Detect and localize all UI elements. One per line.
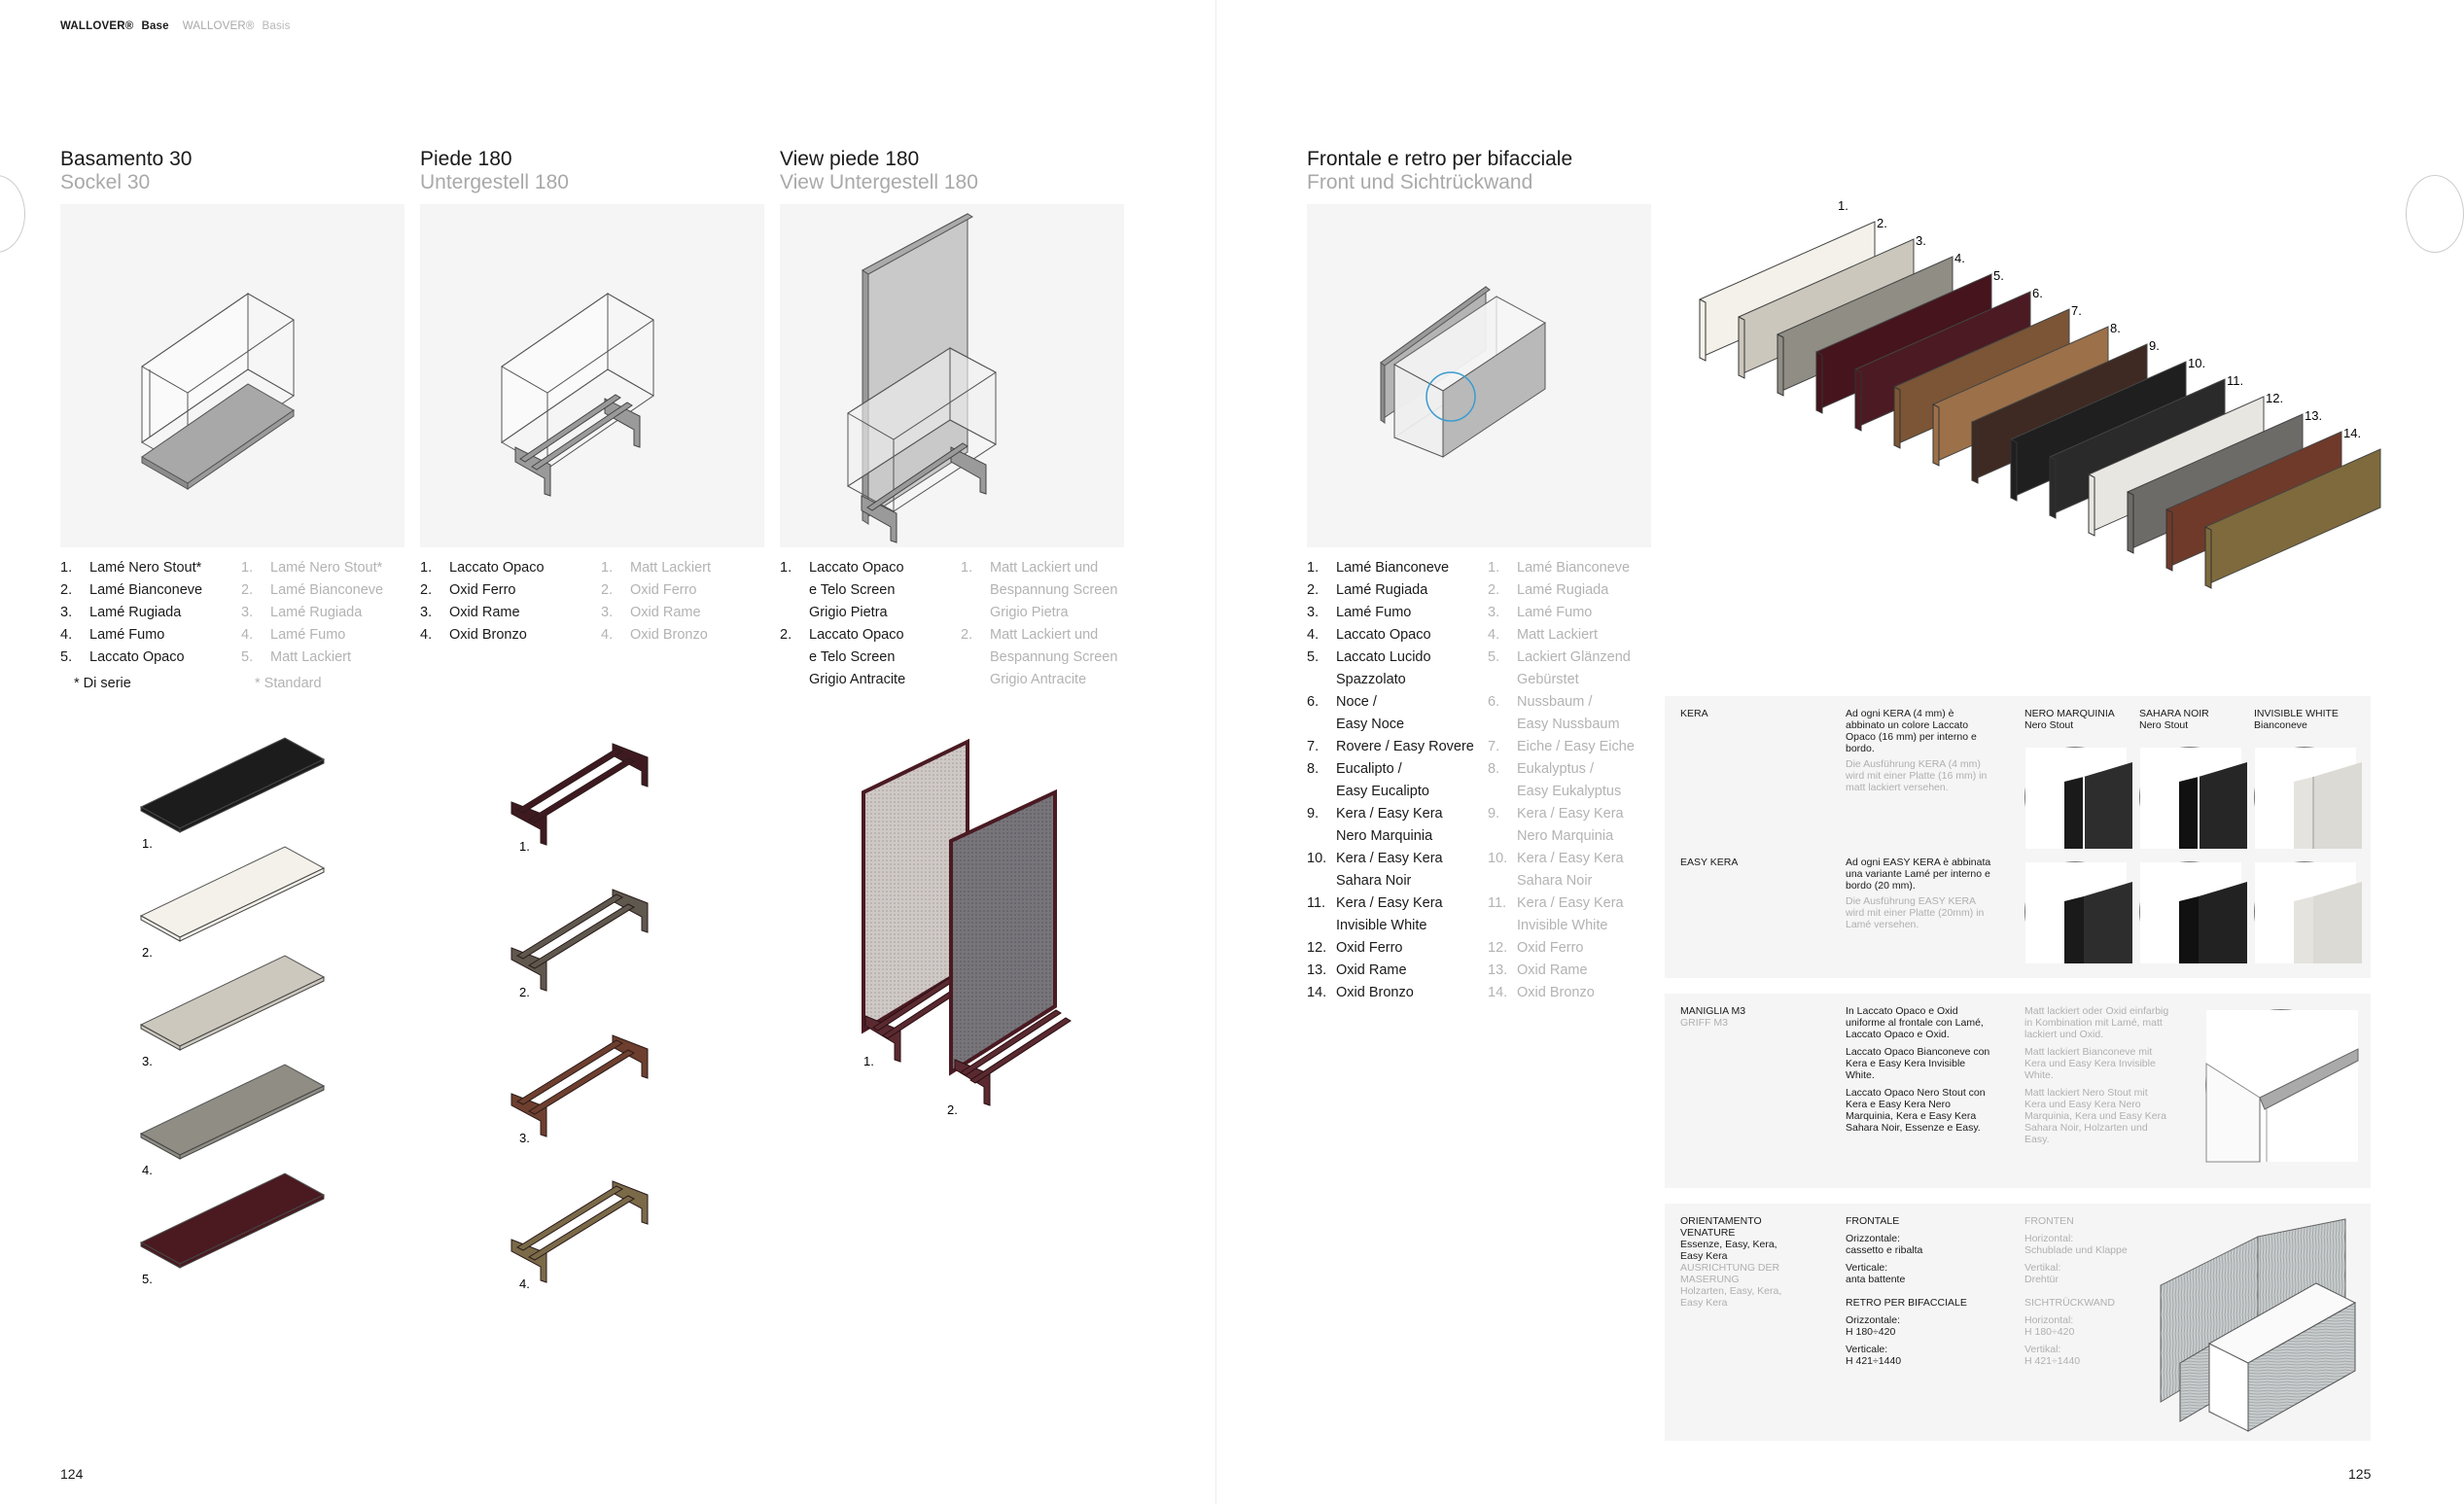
list-item: 11. Kera / Easy Kera <box>1307 895 1443 911</box>
piede-subtitle: Untergestell 180 <box>420 171 569 193</box>
list-item: 8. Eucalipto / <box>1307 761 1402 777</box>
maniglia-label: MANIGLIA M3 GRIFF M3 <box>1680 1005 1746 1029</box>
list-item: 3. Oxid Rame <box>601 605 701 620</box>
section-view-title <box>780 148 978 194</box>
list-item: 13. Oxid Rame <box>1488 962 1588 978</box>
swatch-label: 9. <box>2149 338 2160 353</box>
swatch-label: 6. <box>2032 286 2043 300</box>
piede-list-it <box>420 557 545 647</box>
basamento-note-it: * Di serie <box>74 676 131 691</box>
foot-variant <box>511 1181 648 1282</box>
swatch-label: 3. <box>1916 233 1926 248</box>
list-item: Invisible White <box>1336 918 1427 933</box>
swatch-label: 2. <box>142 945 153 960</box>
list-item: 4. Lamé Fumo <box>241 627 346 643</box>
list-item: 5. Laccato Lucido <box>1307 649 1431 665</box>
section-basamento-title <box>60 148 192 194</box>
swatch-label: 3. <box>142 1054 153 1068</box>
piede-title: Piede 180 <box>420 148 512 170</box>
list-item: 1. Matt Lackiert und <box>961 560 1099 576</box>
list-item: e Telo Screen <box>809 582 896 598</box>
list-item: 4. Oxid Bronzo <box>601 627 708 643</box>
list-item: Easy Eukalyptus <box>1517 784 1622 799</box>
list-item: Bespannung Screen <box>990 582 1118 598</box>
maniglia-text-de: Matt lackiert oder Oxid einfarbig in Kombination mit Lamé, matt lackiert und Oxid. Matt lackiert Bianconeve mit Kera und Easy Kera Invisible White. Matt lackiert Nero Stout mit Kera und Easy Kera Nero Marquinia, Kera und Easy Kera Sahara Noir, Holzarten und Easy. <box>2024 1005 2169 1145</box>
swatch-label: 10. <box>2188 356 2206 370</box>
list-item: 1. Lamé Nero Stout* <box>60 560 202 576</box>
swatch-label: 7. <box>2071 303 2082 318</box>
kera-invisible-detail <box>2254 747 2355 848</box>
list-item: 5. Lackiert Glänzend <box>1488 649 1631 665</box>
view-illustration <box>780 204 1124 547</box>
list-item: 9. Kera / Easy Kera <box>1488 806 1624 822</box>
list-item: Invisible White <box>1517 918 1608 933</box>
foot-label: 3. <box>519 1131 530 1145</box>
list-item: 11. Kera / Easy Kera <box>1488 895 1624 911</box>
list-item: 2. Lamé Rugiada <box>1307 582 1428 598</box>
list-item: 2. Lamé Rugiada <box>1488 582 1609 598</box>
foot-label: 1. <box>519 839 530 854</box>
kera-col-sahara: SAHARA NOIR Nero Stout <box>2139 708 2209 731</box>
easy-kera-label: EASY KERA <box>1680 857 1739 868</box>
list-item: 3. Oxid Rame <box>420 605 520 620</box>
list-item: 3. Lamé Fumo <box>1307 605 1412 620</box>
list-item: 1. Laccato Opaco <box>420 560 545 576</box>
orientamento-text-de: FRONTEN Horizontal: Schublade und Klappe Vertikal: Drehtür SICHTRÜCKWAND Horizontal: H 180÷420 Vertikal: H 421÷1440 <box>2024 1215 2128 1367</box>
list-item: e Telo Screen <box>809 649 896 665</box>
list-item: 2. Lamé Bianconeve <box>241 582 384 598</box>
foot-variant <box>511 1035 648 1137</box>
basamento-subtitle: Sockel 30 <box>60 171 151 193</box>
list-item: Grigio Pietra <box>809 605 888 620</box>
list-item: 5. Laccato Opaco <box>60 649 185 665</box>
piede-list-de <box>601 557 711 647</box>
list-item: Sahara Noir <box>1336 873 1412 889</box>
swatch-label: 1. <box>1838 198 1848 213</box>
basamento-list-it <box>60 557 202 695</box>
basamento-title: Basamento 30 <box>60 148 193 170</box>
list-item: 14. Oxid Bronzo <box>1307 985 1414 1000</box>
list-item: 6. Noce / <box>1307 694 1377 710</box>
page-number-right: 125 <box>2348 1466 2372 1482</box>
swatch-label: 4. <box>1954 251 1965 265</box>
list-item: Nero Marquinia <box>1517 828 1614 844</box>
view-variants <box>846 734 1118 1123</box>
list-item: 1. Lamé Bianconeve <box>1307 560 1450 576</box>
orientamento-text-it: FRONTALE Orizzontale: cassetto e ribalta Verticale: anta battente RETRO PER BIFACCIALE Orizzontale: H 180÷420 Verticale: H 421÷1440 <box>1846 1215 1967 1367</box>
list-item: Spazzolato <box>1336 672 1406 687</box>
basamento-swatch <box>141 1065 324 1159</box>
list-item: 1. Laccato Opaco <box>780 560 904 576</box>
basamento-swatches <box>126 734 360 1298</box>
list-item: 4. Laccato Opaco <box>1307 627 1431 643</box>
header-brand: WALLOVER® <box>60 20 134 32</box>
list-item: 10. Kera / Easy Kera <box>1488 851 1624 866</box>
swatch-label: 11. <box>2227 373 2244 388</box>
view-title: View piede 180 <box>780 148 920 170</box>
list-item: 6. Nussbaum / <box>1488 694 1593 710</box>
kera-col-nero: NERO MARQUINIA Nero Stout <box>2024 708 2115 731</box>
grain-orientation-illustration <box>2151 1217 2365 1431</box>
orientamento-label: ORIENTAMENTO VENATURE Essenze, Easy, Kera, Easy Kera AUSRICHTUNG DER MASERUNG Holzarten, Easy, Kera, Easy Kera <box>1680 1215 1782 1309</box>
section-frontale-title <box>1307 148 1572 194</box>
swatch-label: 5. <box>1993 268 2004 283</box>
list-item: 2. Matt Lackiert und <box>961 627 1099 643</box>
foot-label: 4. <box>519 1277 530 1291</box>
list-item: 13. Oxid Rame <box>1307 962 1407 978</box>
view-list-de <box>961 557 1117 691</box>
running-header <box>60 20 291 32</box>
list-item: 8. Eukalyptus / <box>1488 761 1594 777</box>
list-item: Gebürstet <box>1517 672 1579 687</box>
frontale-title: Frontale e retro per bifacciale <box>1307 148 1573 170</box>
maniglia-detail <box>2205 1009 2357 1161</box>
list-item: 7. Eiche / Easy Eiche <box>1488 739 1635 754</box>
list-item: 3. Lamé Rugiada <box>241 605 363 620</box>
list-item: Easy Eucalipto <box>1336 784 1429 799</box>
list-item: 1. Matt Lackiert <box>601 560 711 576</box>
page-edge-mark-right <box>2406 175 2464 253</box>
basamento-note-de: * Standard <box>255 676 322 691</box>
list-item: Nero Marquinia <box>1336 828 1433 844</box>
swatch-label: 12. <box>2266 391 2284 405</box>
piede-illustration <box>420 204 764 547</box>
kera-nero-detail <box>2024 747 2126 848</box>
frontale-list-de <box>1488 557 1635 1004</box>
header-label: Base <box>141 20 169 32</box>
header-label-de: Basis <box>262 20 291 32</box>
list-item: Sahara Noir <box>1517 873 1593 889</box>
list-item: 14. Oxid Bronzo <box>1488 985 1595 1000</box>
maniglia-text-it: In Laccato Opaco e Oxid uniforme al frontale con Lamé, Laccato Opaco e Oxid. Laccato Opaco Bianconeve con Kera e Easy Kera Invisible White. Laccato Opaco Nero Stout con Kera e Easy Kera Nero Marquinia, Kera e Easy Kera Sahara Noir, Essenze e Easy. <box>1846 1005 1990 1134</box>
list-item: Grigio Pietra <box>990 605 1069 620</box>
basamento-swatch <box>141 956 324 1050</box>
list-item: 2. Oxid Ferro <box>420 582 516 598</box>
basamento-swatch <box>141 738 324 832</box>
foot-variant <box>511 744 648 845</box>
view-label-2: 2. <box>947 1102 958 1117</box>
view-label-1: 1. <box>863 1054 874 1068</box>
list-item: 2. Lamé Bianconeve <box>60 582 203 598</box>
list-item: 1. Lamé Bianconeve <box>1488 560 1631 576</box>
frontale-swatches <box>1692 198 2362 651</box>
list-item: 2. Laccato Opaco <box>780 627 904 643</box>
header-brand-de: WALLOVER® <box>182 20 255 32</box>
list-item: 7. Rovere / Easy Rovere <box>1307 739 1474 754</box>
basamento-swatch <box>141 847 324 941</box>
page-number-left: 124 <box>60 1466 84 1482</box>
frontale-illustration <box>1307 204 1651 547</box>
list-item: Easy Noce <box>1336 717 1405 732</box>
swatch-label: 1. <box>142 836 153 851</box>
list-item: 3. Lamé Fumo <box>1488 605 1593 620</box>
list-item: 1. Lamé Nero Stout* <box>241 560 383 576</box>
list-item: 9. Kera / Easy Kera <box>1307 806 1443 822</box>
easy-sahara-detail <box>2139 861 2240 962</box>
orientamento-table <box>1665 1204 2371 1441</box>
list-item: 12. Oxid Ferro <box>1488 940 1584 956</box>
section-piede-title <box>420 148 569 194</box>
swatch-label: 5. <box>142 1272 153 1286</box>
page-divider <box>1215 0 1216 1504</box>
page-edge-mark-left <box>0 175 25 253</box>
frontale-subtitle: Front und Sichtrückwand <box>1307 171 1533 193</box>
maniglia-table <box>1665 994 2371 1188</box>
foot-variant <box>511 890 648 991</box>
basamento-list-de <box>241 557 383 695</box>
kera-text-it: Ad ogni KERA (4 mm) è abbinato un colore Laccato Opaco (16 mm) per interno e bordo. Die Ausführung KERA (4 mm) wird mit einer Platte (16 mm) in matt lackiert versehen. <box>1846 708 1988 793</box>
list-item: 2. Oxid Ferro <box>601 582 697 598</box>
basamento-swatch <box>141 1173 324 1268</box>
kera-label: KERA <box>1680 708 1708 719</box>
list-item: 3. Lamé Rugiada <box>60 605 182 620</box>
easy-nero-detail <box>2024 861 2126 962</box>
view-subtitle: View Untergestell 180 <box>780 171 978 193</box>
kera-col-invisible: INVISIBLE WHITE Bianconeve <box>2254 708 2339 731</box>
kera-table <box>1665 696 2371 978</box>
basamento-illustration <box>60 204 405 547</box>
swatch-label: 13. <box>2305 408 2323 423</box>
list-item: 4. Oxid Bronzo <box>420 627 527 643</box>
list-item: Grigio Antracite <box>990 672 1087 687</box>
list-item: 4. Matt Lackiert <box>1488 627 1598 643</box>
list-item: 5. Matt Lackiert <box>241 649 351 665</box>
swatch-label: 14. <box>2343 426 2362 440</box>
view-list-it <box>780 557 905 691</box>
list-item: 12. Oxid Ferro <box>1307 940 1403 956</box>
kera-sahara-detail <box>2139 747 2240 848</box>
list-item: Bespannung Screen <box>990 649 1118 665</box>
swatch-label: 8. <box>2110 321 2121 335</box>
swatch-label: 4. <box>142 1163 153 1177</box>
frontale-list-it <box>1307 557 1474 1004</box>
list-item: Easy Nussbaum <box>1517 717 1620 732</box>
list-item: 10. Kera / Easy Kera <box>1307 851 1443 866</box>
list-item: 4. Lamé Fumo <box>60 627 165 643</box>
list-item: Grigio Antracite <box>809 672 906 687</box>
foot-label: 2. <box>519 985 530 999</box>
easy-kera-text: Ad ogni EASY KERA è abbinata una variante Lamé per interno e bordo (20 mm). Die Ausführung EASY KERA wird mit einer Platte (20mm) in Lamé versehen. <box>1846 857 1991 930</box>
swatch-label: 2. <box>1877 216 1887 230</box>
easy-invisible-detail <box>2254 861 2355 962</box>
piede-feet-variants <box>496 734 690 1298</box>
